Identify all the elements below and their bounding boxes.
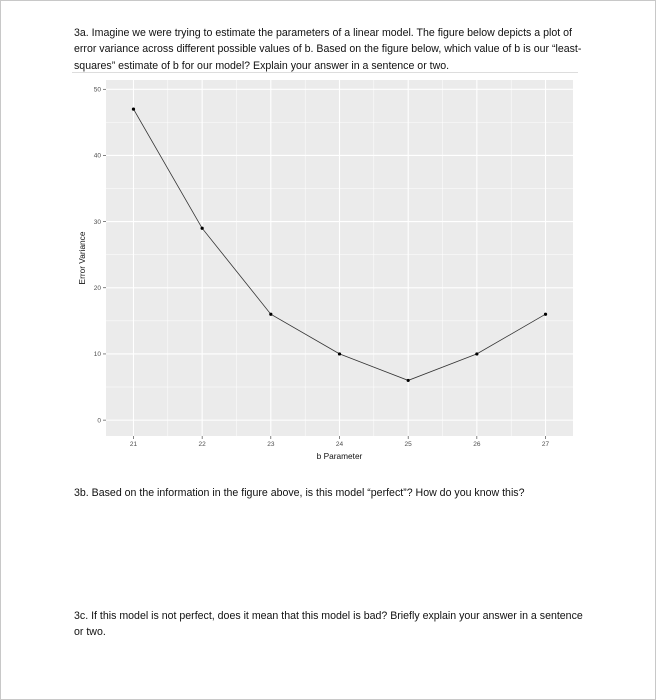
x-axis-ticks [130, 436, 550, 448]
data-point [269, 313, 272, 316]
x-tick-label: 23 [267, 441, 275, 448]
x-tick-label: 22 [198, 441, 206, 448]
y-tick-label: 40 [93, 152, 101, 160]
y-tick-label: 30 [93, 218, 101, 226]
question-3a: 3a. Imagine we were trying to estimate the parameters of a linear model. The figure below depicts a plot of error variance across different possible values of b. Based on the figure below, which value of b is our “least-squares” estimate of b for our model? Explain your answer in a sentence or two. [74, 26, 582, 72]
y-axis-ticks [94, 87, 106, 425]
y-tick-label: 10 [93, 351, 101, 359]
data-point [201, 227, 204, 230]
data-point [407, 379, 410, 382]
x-axis-title: b Parameter [316, 451, 363, 461]
y-tick-label: 50 [93, 86, 101, 94]
y-tick-label: 0 [97, 417, 101, 425]
question-3c: 3c. If this model is not perfect, does it mean that this model is bad? Briefly explain your answer in a sentence or two. [74, 609, 583, 639]
data-point [338, 352, 341, 355]
question-3b: 3b. Based on the information in the figure above, is this model “perfect”? How do you know this? [74, 486, 525, 499]
y-axis-title: Error Variance [77, 231, 87, 285]
x-tick-label: 21 [129, 441, 138, 448]
y-tick-label: 20 [93, 285, 101, 293]
data-point [475, 352, 478, 355]
x-tick-label: 25 [404, 441, 412, 448]
x-tick-label: 27 [541, 441, 550, 448]
x-tick-label: 24 [335, 441, 344, 448]
data-point [544, 313, 547, 316]
x-tick-label: 26 [473, 441, 481, 448]
data-point [132, 108, 135, 111]
